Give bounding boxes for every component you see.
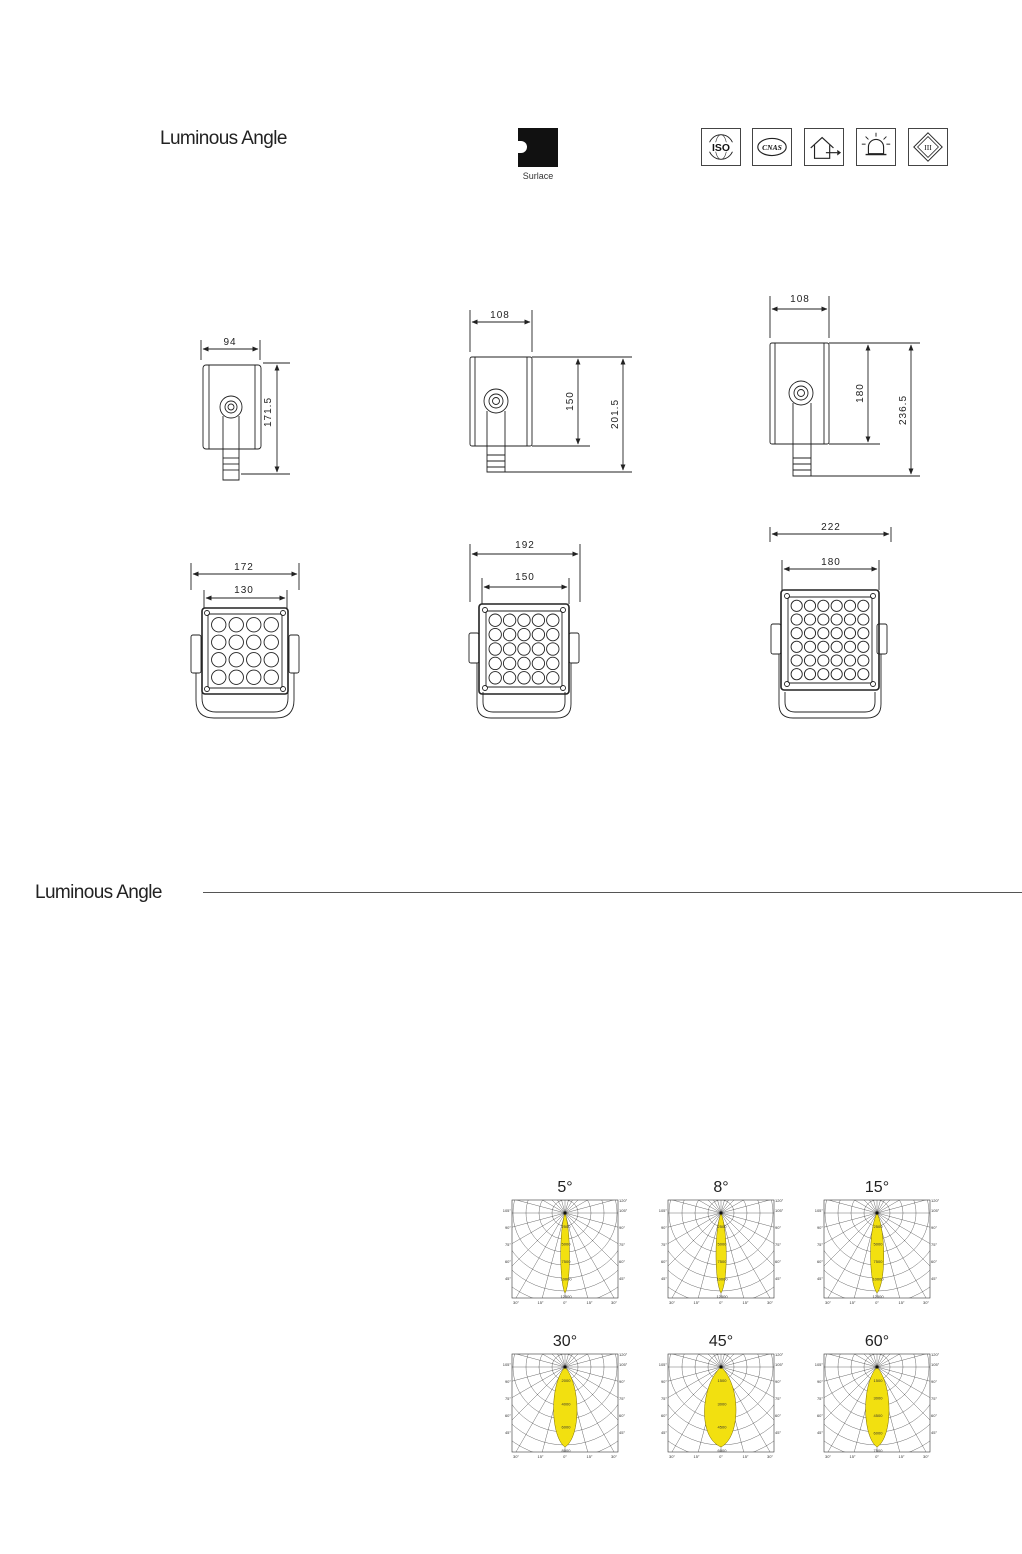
angle-label: 15° (849, 1454, 856, 1459)
angle-label: 90° (816, 1225, 823, 1230)
led-lens (229, 653, 243, 667)
angle-label: 15° (849, 1300, 856, 1305)
angle-label: 90° (931, 1225, 938, 1230)
intensity-label: 2500 (717, 1224, 727, 1229)
angle-label: 45° (660, 1430, 667, 1435)
led-lens (532, 614, 544, 626)
angle-label: 105° (619, 1208, 628, 1213)
led-lens (831, 614, 842, 625)
angle-label: 105° (658, 1362, 667, 1367)
led-lens (247, 635, 261, 649)
angle-label: 45° (931, 1430, 938, 1435)
angle-label: 105° (775, 1208, 784, 1213)
install-type-label: Surlace (522, 171, 554, 181)
led-lens (518, 614, 530, 626)
polar-chart-title: 8° (713, 1179, 729, 1196)
led-lens (791, 600, 802, 611)
angle-label: 60° (775, 1259, 782, 1264)
led-lens (547, 614, 559, 626)
angle-label: 45° (775, 1430, 782, 1435)
led-lens (547, 672, 559, 684)
angle-label: 45° (619, 1430, 626, 1435)
angle-label: 60° (660, 1413, 667, 1418)
intensity-label: 10000 (560, 1276, 572, 1282)
led-lens (804, 641, 815, 652)
led-lens (489, 657, 501, 669)
led-lens (844, 614, 855, 625)
angle-label: 90° (504, 1379, 511, 1384)
intensity-label: 6000 (717, 1448, 727, 1453)
angle-label: 90° (504, 1225, 511, 1230)
led-lens (247, 670, 261, 684)
intensity-label: 5000 (717, 1241, 727, 1247)
angle-label: 60° (504, 1259, 511, 1264)
angle-label: 30° (610, 1300, 618, 1305)
angle-label: 30° (824, 1454, 832, 1459)
angle-label: 30° (668, 1454, 676, 1459)
led-lens (503, 614, 515, 626)
angle-label: 30° (922, 1300, 930, 1305)
medium-total-height-label: 201.5 (610, 398, 621, 430)
intensity-label: 4500 (717, 1424, 727, 1430)
polar-chart-title: 5° (557, 1179, 573, 1196)
medium-side-view (470, 310, 632, 472)
dimension-drawings (0, 0, 1022, 760)
led-lens (489, 672, 501, 684)
angle-label: 45° (816, 1276, 823, 1281)
intensity-label: 10000 (872, 1276, 884, 1282)
section-divider (203, 892, 1022, 893)
led-lens (247, 618, 261, 632)
led-lens (804, 614, 815, 625)
angle-label: 30° (922, 1454, 930, 1459)
led-lens (503, 628, 515, 640)
angle-label: 75° (660, 1396, 667, 1401)
angle-label: 30° (512, 1454, 520, 1459)
angle-label: 90° (816, 1379, 823, 1384)
intensity-label: 7500 (873, 1448, 883, 1453)
polar-chart-title: 60° (864, 1333, 890, 1350)
angle-label: 45° (775, 1276, 782, 1281)
large-front-inner-label: 180 (821, 557, 841, 568)
intensity-label: 6000 (561, 1424, 571, 1430)
angle-label: 15° (742, 1300, 749, 1305)
intensity-label: 2500 (561, 1224, 571, 1229)
angle-label: 0° (563, 1300, 567, 1305)
section-title: Luminous Angle (35, 882, 162, 903)
cnas-text: CNAS (762, 142, 782, 152)
led-lens (264, 653, 278, 667)
led-lens (818, 628, 829, 639)
led-lens (858, 600, 869, 611)
led-lens (503, 657, 515, 669)
angle-label: 0° (719, 1300, 723, 1305)
intensity-label: 3000 (873, 1395, 883, 1401)
angle-label: 15° (693, 1454, 700, 1459)
led-lens (489, 643, 501, 655)
angle-label: 105° (931, 1362, 940, 1367)
angle-label: 60° (619, 1259, 626, 1264)
angle-label: 105° (814, 1208, 823, 1213)
led-lens (518, 672, 530, 684)
led-lens (212, 618, 226, 632)
intensity-label: 12500 (560, 1294, 572, 1299)
medium-front-inner-label: 150 (515, 572, 535, 583)
angle-label: 105° (775, 1362, 784, 1367)
led-lens (844, 600, 855, 611)
led-lens (818, 655, 829, 666)
angle-label: 75° (660, 1242, 667, 1247)
angle-label: 75° (504, 1396, 511, 1401)
angle-label: 0° (719, 1454, 723, 1459)
angle-label: 45° (816, 1430, 823, 1435)
led-lens (818, 614, 829, 625)
angle-label: 90° (931, 1379, 938, 1384)
medium-side-width-label: 108 (490, 310, 510, 321)
led-lens (229, 635, 243, 649)
angle-label: 45° (660, 1276, 667, 1281)
angle-label: 75° (775, 1242, 782, 1247)
intensity-label: 2500 (873, 1224, 883, 1229)
small-front-inner-label: 130 (234, 585, 254, 596)
led-lens (503, 672, 515, 684)
led-lens (831, 669, 842, 680)
angle-label: 105° (931, 1208, 940, 1213)
angle-label: 15° (898, 1454, 905, 1459)
led-lens (831, 628, 842, 639)
intensity-label: 5000 (873, 1241, 883, 1247)
led-lens (229, 670, 243, 684)
angle-label: 60° (931, 1259, 938, 1264)
angle-label: 105° (658, 1208, 667, 1213)
polar-chart-title: 45° (708, 1333, 734, 1350)
large-front-view (770, 527, 891, 718)
angle-label: 105° (502, 1362, 511, 1367)
intensity-label: 7500 (717, 1259, 727, 1264)
class-iii-text: III (924, 142, 932, 152)
led-lens (547, 643, 559, 655)
angle-label: 90° (619, 1225, 626, 1230)
intensity-label: 6000 (873, 1430, 883, 1436)
led-lens (212, 635, 226, 649)
led-lens (804, 600, 815, 611)
large-body-height-label: 180 (855, 383, 866, 403)
led-lens (804, 655, 815, 666)
angle-label: 105° (502, 1208, 511, 1213)
angle-label: 120° (619, 1352, 628, 1357)
led-lens (844, 669, 855, 680)
led-lens (532, 628, 544, 640)
angle-label: 60° (619, 1413, 626, 1418)
led-lens (212, 670, 226, 684)
luminous-angle-charts (490, 1170, 950, 1470)
intensity-label: 1500 (873, 1378, 883, 1383)
angle-label: 90° (660, 1225, 667, 1230)
intensity-label: 7500 (873, 1259, 883, 1264)
angle-label: 30° (766, 1300, 774, 1305)
angle-label: 60° (504, 1413, 511, 1418)
angle-label: 120° (775, 1198, 784, 1203)
angle-label: 120° (931, 1198, 940, 1203)
angle-label: 45° (931, 1276, 938, 1281)
angle-label: 105° (619, 1362, 628, 1367)
angle-label: 90° (660, 1379, 667, 1384)
led-lens (791, 641, 802, 652)
angle-label: 75° (775, 1396, 782, 1401)
intensity-label: 8000 (561, 1448, 571, 1453)
led-lens (229, 618, 243, 632)
led-lens (532, 657, 544, 669)
angle-label: 30° (766, 1454, 774, 1459)
intensity-label: 12500 (872, 1294, 884, 1299)
led-lens (791, 655, 802, 666)
large-front-outer-label: 222 (821, 522, 841, 533)
angle-label: 120° (619, 1198, 628, 1203)
led-lens (791, 614, 802, 625)
led-lens (858, 669, 869, 680)
medium-front-outer-label: 192 (515, 540, 535, 551)
small-side-width-label: 94 (223, 337, 237, 348)
angle-label: 45° (619, 1276, 626, 1281)
angle-label: 15° (742, 1454, 749, 1459)
led-lens (264, 618, 278, 632)
angle-label: 15° (586, 1300, 593, 1305)
polar-chart-title: 30° (552, 1333, 578, 1350)
angle-label: 90° (775, 1379, 782, 1384)
intensity-label: 5000 (561, 1241, 571, 1247)
led-lens (858, 655, 869, 666)
intensity-label: 4000 (561, 1401, 571, 1407)
angle-label: 60° (816, 1413, 823, 1418)
angle-label: 75° (619, 1242, 626, 1247)
led-lens (818, 641, 829, 652)
led-lens (844, 655, 855, 666)
medium-body-height-label: 150 (565, 391, 576, 411)
led-lens (247, 653, 261, 667)
angle-label: 60° (931, 1413, 938, 1418)
angle-label: 75° (619, 1396, 626, 1401)
angle-label: 60° (775, 1413, 782, 1418)
angle-label: 15° (586, 1454, 593, 1459)
led-lens (831, 600, 842, 611)
intensity-label: 4500 (873, 1413, 883, 1418)
intensity-label: 3000 (717, 1401, 727, 1407)
small-side-height-label: 171.5 (263, 396, 274, 428)
led-lens (212, 653, 226, 667)
led-lens (804, 669, 815, 680)
led-lens (858, 614, 869, 625)
led-lens (547, 628, 559, 640)
led-lens (858, 628, 869, 639)
led-lens (489, 614, 501, 626)
led-lens (264, 670, 278, 684)
angle-label: 105° (814, 1362, 823, 1367)
angle-label: 15° (898, 1300, 905, 1305)
page-title: Luminous Angle (160, 128, 287, 149)
led-lens (791, 628, 802, 639)
led-lens (791, 669, 802, 680)
led-lens (532, 672, 544, 684)
led-lens (804, 628, 815, 639)
angle-label: 45° (504, 1276, 511, 1281)
small-side-view (201, 340, 290, 480)
intensity-label: 2000 (561, 1378, 571, 1383)
led-lens (489, 628, 501, 640)
angle-label: 75° (504, 1242, 511, 1247)
led-lens (518, 643, 530, 655)
angle-label: 120° (775, 1352, 784, 1357)
led-lens (518, 657, 530, 669)
led-lens (818, 600, 829, 611)
led-lens (532, 643, 544, 655)
intensity-label: 12500 (716, 1294, 728, 1299)
angle-label: 0° (875, 1300, 879, 1305)
angle-label: 15° (537, 1454, 544, 1459)
led-lens (844, 628, 855, 639)
angle-label: 30° (668, 1300, 676, 1305)
angle-label: 120° (931, 1352, 940, 1357)
angle-label: 75° (931, 1242, 938, 1247)
led-lens (831, 641, 842, 652)
small-front-outer-label: 172 (234, 562, 254, 573)
angle-label: 0° (563, 1454, 567, 1459)
led-lens (844, 641, 855, 652)
led-lens (858, 641, 869, 652)
intensity-label: 1500 (717, 1378, 727, 1383)
intensity-label: 10000 (716, 1276, 728, 1282)
angle-label: 60° (816, 1259, 823, 1264)
angle-label: 75° (931, 1396, 938, 1401)
angle-label: 15° (693, 1300, 700, 1305)
angle-label: 90° (775, 1225, 782, 1230)
led-lens (818, 669, 829, 680)
large-side-view (770, 296, 920, 476)
angle-label: 15° (537, 1300, 544, 1305)
large-total-height-label: 236.5 (898, 394, 909, 426)
led-lens (264, 635, 278, 649)
angle-label: 30° (512, 1300, 520, 1305)
angle-label: 45° (504, 1430, 511, 1435)
intensity-label: 7500 (561, 1259, 571, 1264)
led-lens (503, 643, 515, 655)
angle-label: 60° (660, 1259, 667, 1264)
angle-label: 30° (824, 1300, 832, 1305)
angle-label: 0° (875, 1454, 879, 1459)
angle-label: 75° (816, 1242, 823, 1247)
iso-text: ISO (712, 142, 730, 154)
angle-label: 75° (816, 1396, 823, 1401)
polar-chart-title: 15° (864, 1179, 890, 1196)
large-side-width-label: 108 (790, 294, 810, 305)
led-lens (547, 657, 559, 669)
angle-label: 90° (619, 1379, 626, 1384)
led-lens (518, 628, 530, 640)
led-lens (831, 655, 842, 666)
medium-front-view (469, 544, 580, 718)
angle-label: 30° (610, 1454, 618, 1459)
